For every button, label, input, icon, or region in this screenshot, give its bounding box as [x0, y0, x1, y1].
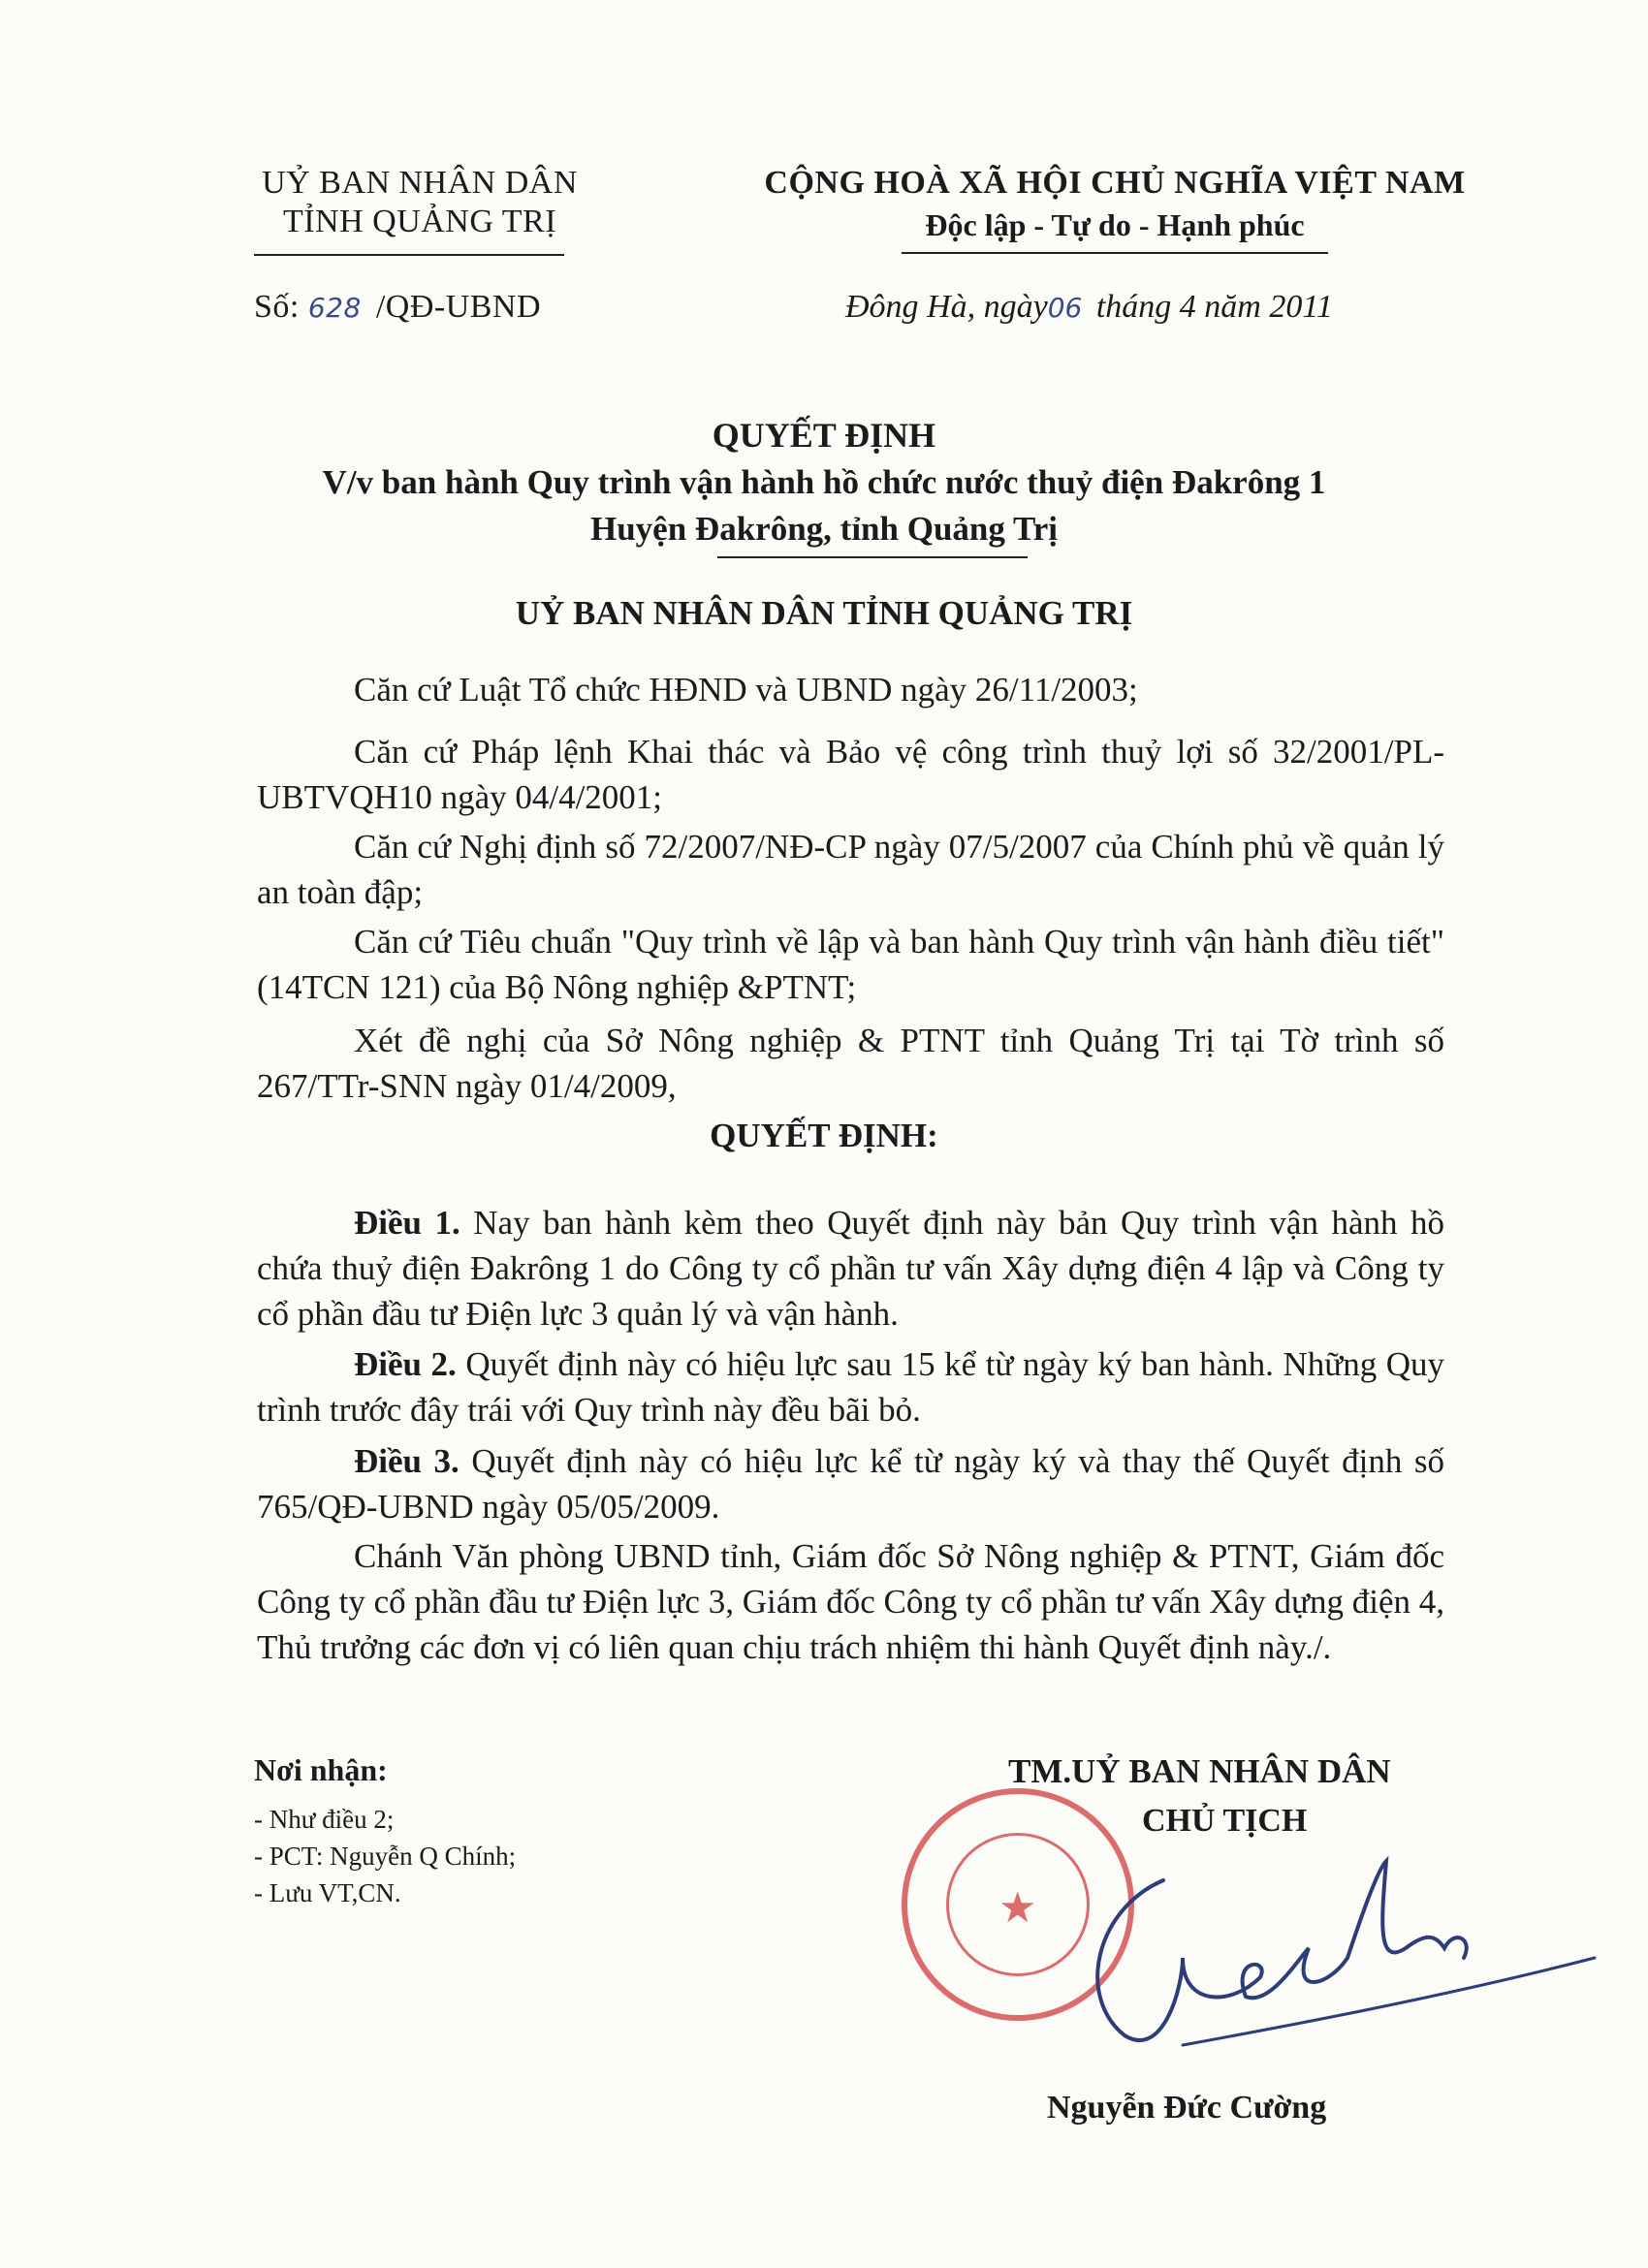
basis-1: Căn cứ Luật Tổ chức HĐND và UBND ngày 26/11/2003;	[354, 671, 1138, 709]
issuer-line2: TỈNH QUẢNG TRỊ	[282, 204, 557, 239]
decision-title: QUYẾT ĐỊNH	[712, 416, 936, 455]
signer-name: Nguyễn Đức Cường	[1047, 2090, 1327, 2126]
closing-paragraph: Chánh Văn phòng UBND tỉnh, Giám đốc Sở Nông nghiệp & PTNT, Giám đốc Công ty cổ phần đầu tư Điện lực 3, Giám đốc Công ty cổ phần tư vấn Xây dựng điện 4, Thủ trưởng các đơn vị có liên quan chịu trách nhiệm thi hành Quyết định này./.	[257, 1537, 1444, 1666]
date-suffix: tháng 4 năm 2011	[1095, 289, 1333, 325]
nation-motto: Độc lập - Tự do - Hạnh phúc	[925, 207, 1305, 242]
nation-title: CỘNG HOÀ XÃ HỘI CHỦ NGHĨA VIỆT NAM	[764, 165, 1466, 201]
title-underline	[717, 556, 1028, 558]
handwritten-signature-icon	[1037, 1842, 1600, 2064]
article-3	[257, 1438, 1444, 1529]
article-2-label: Điều 2.	[354, 1345, 457, 1383]
basis-4: Căn cứ Tiêu chuẩn "Quy trình về lập và ban hành Quy trình vận hành điều tiết" (14TCN 121) của Bộ Nông nghiệp &PTNT;	[257, 923, 1444, 1006]
signer-title: TM.UỶ BAN NHÂN DÂN	[1008, 1752, 1391, 1790]
recipients-title: Nơi nhận:	[254, 1752, 388, 1787]
issuer-block	[240, 165, 599, 240]
basis-2: Căn cứ Pháp lệnh Khai thác và Bảo vệ công trình thuỷ lợi số 32/2001/PL-UBTVQH10 ngày 04/4/2001;	[257, 733, 1444, 816]
basis-5: Xét đề nghị của Sở Nông nghiệp & PTNT tỉnh Quảng Trị tại Tờ trình số 267/TTr-SNN ngày 01/4/2009,	[257, 1022, 1444, 1105]
decision-location: Huyện Đakrông, tỉnh Quảng Trị	[589, 510, 1059, 548]
recipient-1: - Như điều 2;	[254, 1805, 395, 1834]
motto-underline	[902, 252, 1328, 254]
recipient-2: - PCT: Nguyễn Q Chính;	[254, 1842, 517, 1871]
number-handwritten: 628	[307, 292, 362, 324]
article-1-text: Nay ban hành kèm theo Quyết định này bản Quy trình vận hành hồ chứa thuỷ điện Đakrông 1 do Công ty cổ phần tư vấn Xây dựng điện 4 lập và Công ty cổ phần đầu tư Điện lực 3 quản lý và vận hành.	[257, 1204, 1445, 1333]
article-1-label: Điều 1.	[354, 1204, 460, 1242]
date-prefix: Đông Hà, ngày	[845, 289, 1048, 325]
basis-3: Căn cứ Nghị định số 72/2007/NĐ-CP ngày 07/5/2007 của Chính phủ về quản lý an toàn đập;	[257, 828, 1444, 911]
official-seal-icon: ★	[902, 1788, 1134, 2021]
number-suffix: /QĐ-UBND	[375, 289, 542, 325]
issue-date	[845, 289, 1333, 326]
article-1	[257, 1200, 1444, 1337]
article-3-label: Điều 3.	[354, 1442, 460, 1480]
article-3-text: Quyết định này có hiệu lực kể từ ngày ký và thay thế Quyết định số 765/QĐ-UBND ngày 05/05/2009.	[257, 1442, 1445, 1526]
recipient-3: - Lưu VT,CN.	[254, 1878, 401, 1907]
recipients-list	[254, 1801, 516, 1911]
date-day-handwritten: 06	[1047, 292, 1083, 324]
article-2	[257, 1341, 1444, 1433]
article-2-text: Quyết định này có hiệu lực sau 15 kể từ ngày ký ban hành. Những Quy trình trước đây trái với Quy trình này đều bãi bỏ.	[257, 1345, 1445, 1429]
decides-heading: QUYẾT ĐỊNH:	[710, 1117, 938, 1154]
decision-subject: V/v ban hành Quy trình vận hành hồ chức nước thuỷ điện Đakrông 1	[322, 463, 1326, 501]
number-prefix: Số:	[254, 289, 300, 325]
authority-heading: UỶ BAN NHÂN DÂN TỈNH QUẢNG TRỊ	[515, 594, 1133, 632]
signer-position: CHỦ TỊCH	[1142, 1803, 1308, 1839]
issuer-underline	[254, 254, 564, 256]
issuer-line1: UỶ BAN NHÂN DÂN	[262, 165, 578, 201]
document-number	[254, 289, 541, 326]
